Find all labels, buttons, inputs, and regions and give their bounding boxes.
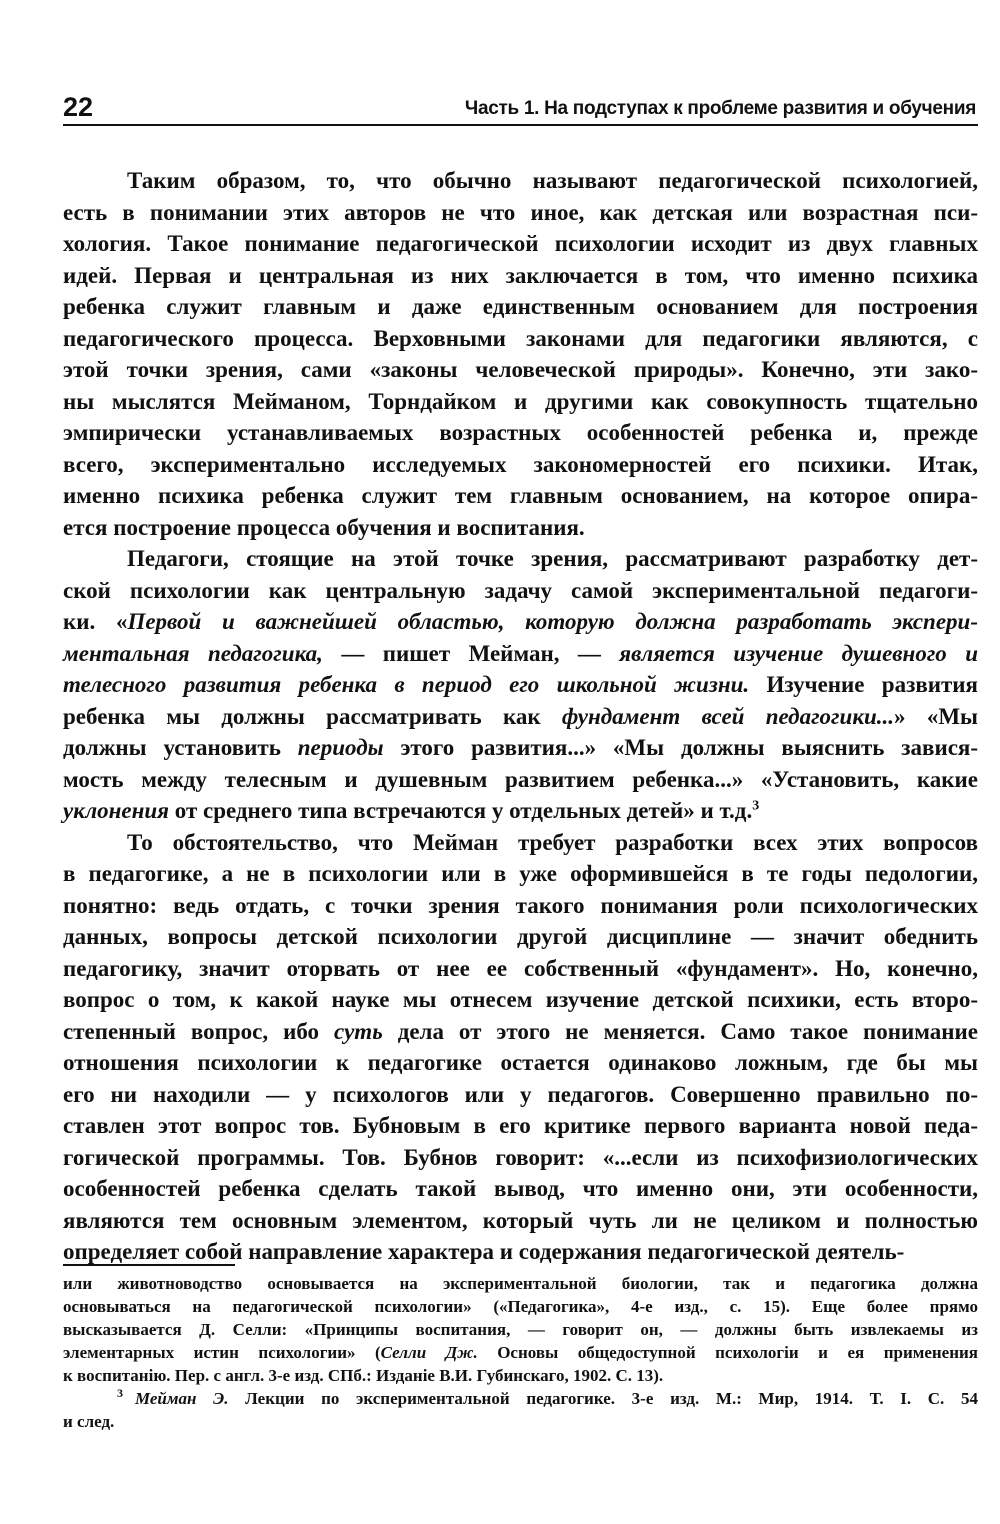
- text-run: Таким образом, то, что обычно называют педагогической психологией,: [127, 168, 978, 193]
- text-run: этого развития...» «Мы должны выяснить завися-: [383, 735, 979, 760]
- text-run: вопрос о том, к какой науке мы отнесем изучение детской психики, есть второ-: [63, 987, 978, 1012]
- text-line: [63, 984, 978, 1016]
- text-line: [63, 449, 978, 481]
- paragraph: [63, 827, 978, 1268]
- text-line: [63, 1205, 978, 1237]
- text-run: гогической программы. Тов. Бубнов говорит: «...если из психофизиологических: [63, 1144, 978, 1170]
- footnotes: [63, 1272, 978, 1433]
- text-line: [63, 669, 978, 701]
- footnote-line: [63, 1387, 978, 1410]
- text-line: [63, 354, 978, 386]
- text-run: ской психологии как центральную задачу самой экспериментальной педагоги-: [63, 577, 978, 603]
- text-line: [63, 764, 978, 796]
- text-line: [63, 1016, 978, 1048]
- text-run: именно психика ребенка служит тем главным основанием, на которое опира-: [63, 483, 978, 508]
- text-run: или животноводство основывается на экспериментальной биологии, так и педагогика должна: [63, 1274, 978, 1293]
- text-line: [63, 1142, 978, 1174]
- footnote-line: [63, 1318, 978, 1341]
- text-run: элементарных истин психологии» (: [63, 1343, 381, 1362]
- text-run: ки. «: [63, 609, 128, 634]
- text-line: [63, 953, 978, 985]
- text-line: [63, 575, 978, 607]
- text-run: от среднего типа встречаются у отдельных детей» и т.д.: [169, 798, 753, 823]
- text-line: [63, 512, 978, 544]
- text-run: ется построение процесса обучения и воспитания.: [63, 514, 585, 540]
- emphasis: телесного развития ребенка в период его школьной жизни.: [63, 672, 750, 697]
- text-line: [63, 638, 978, 670]
- text-line: [63, 1110, 978, 1142]
- text-run: » «Мы: [894, 703, 978, 729]
- paragraph: [63, 165, 978, 543]
- text-line: [63, 1047, 978, 1079]
- text-line: [63, 260, 978, 292]
- text-line: [63, 323, 978, 355]
- text-run: — пишет Мейман, —: [322, 640, 620, 666]
- chapter-title: Часть 1. На подступах к проблеме развития и обучения: [464, 98, 976, 119]
- text-line: [63, 197, 978, 229]
- text-line: [63, 890, 978, 922]
- footnote: [63, 1387, 978, 1433]
- text-line: [63, 291, 978, 323]
- text-line: [63, 480, 978, 512]
- text-run: являются тем основным элементом, который чуть ли не целиком и полностью: [63, 1207, 978, 1233]
- footnote-line: [63, 1341, 978, 1364]
- emphasis: Селли Дж.: [380, 1343, 478, 1362]
- text-run: ставлен этот вопрос тов. Бубновым в его критике первого варианта новой педа-: [63, 1113, 978, 1138]
- footnote-reference: 3: [752, 798, 760, 814]
- text-run: основываться на педагогической психологии» («Педагогика», 4-е изд., с. 15). Еще более прямо: [63, 1297, 978, 1316]
- footnote-line: [63, 1295, 978, 1318]
- page-number: 22: [63, 92, 94, 122]
- text-run: высказывается Д. Селли: «Принципы воспитания, — говорит он, — должны быть извлекаемы из: [63, 1320, 978, 1339]
- text-line: [63, 1173, 978, 1205]
- text-run: ребенка мы должны рассматривать как: [63, 703, 562, 729]
- emphasis: фундамент всей педагогики...: [561, 703, 895, 729]
- emphasis: периоды: [297, 735, 384, 760]
- text-run: в педагогике, а не в психологии или в уже оформившейся в те годы педологии,: [63, 861, 978, 886]
- text-line: [63, 543, 978, 575]
- footnote-line: [63, 1364, 978, 1387]
- text-line: [63, 732, 978, 764]
- text-run: идей. Первая и центральная из них заключается в том, что именно психика: [63, 262, 978, 288]
- text-run: его ни находили — у психологов или у педагогов. Совершенно правильно по-: [63, 1081, 978, 1107]
- text-line: [63, 417, 978, 449]
- footnote-divider: [63, 1264, 235, 1266]
- text-run: степенный вопрос, ибо: [63, 1018, 335, 1044]
- text-run: отношения психологии к педагогике остается одинаково ложным, где бы мы: [63, 1050, 978, 1075]
- text-run: и след.: [63, 1412, 115, 1431]
- emphasis: является изучение душевного и: [619, 640, 979, 666]
- emphasis: Первой и важнейшей областью, которую должна разработать экспери-: [127, 609, 978, 634]
- text-run: То обстоятельство, что Мейман требует разработки всех этих вопросов: [127, 829, 978, 855]
- text-run: Лекции по экспериментальной педагогике. 3-е изд. М.: Мир, 1914. Т. I. С. 54: [228, 1389, 978, 1408]
- footnote-number: 3: [117, 1386, 123, 1401]
- text-run: особенностей ребенка сделать такой вывод, что именно они, эти особенности,: [63, 1176, 978, 1201]
- text-line: [63, 795, 978, 827]
- body-text: [63, 165, 978, 1268]
- footnote: [63, 1272, 978, 1387]
- text-run: эмпирически устанавливаемых возрастных особенностей ребенка и, прежде: [63, 420, 978, 445]
- text-run: ребенка служит главным и даже единственным основанием для построения: [63, 294, 978, 319]
- text-run: определяет собой направление характера и содержания педагогической деятель-: [63, 1239, 905, 1264]
- text-line: [63, 921, 978, 953]
- text-line: [63, 827, 978, 859]
- emphasis: уклонения: [63, 798, 170, 823]
- text-line: [63, 165, 978, 197]
- text-run: дела от этого не меняется. Само такое понимание: [382, 1018, 979, 1044]
- emphasis: ментальная педагогика,: [63, 640, 323, 666]
- text-line: [63, 386, 978, 418]
- text-line: [63, 858, 978, 890]
- text-run: данных, вопросы детской психологии другой дисциплине — значит обеднить: [63, 924, 978, 949]
- text-run: Основы общедоступной психологіи и ея применения: [477, 1343, 978, 1362]
- text-run: всего, экспериментально исследуемых закономерностей его психики. Итак,: [63, 451, 978, 477]
- text-line: [63, 606, 978, 638]
- text-run: педагогического процесса. Верховными законами для педагогики являются, с: [63, 325, 978, 351]
- text-run: Педагоги, стоящие на этой точке зрения, рассматривают разработку дет-: [127, 546, 978, 571]
- text-run: к воспитанію. Пер. с англ. 3-е изд. СПб.: Изданіе В.И. Губинскаго, 1902. С. 13).: [63, 1366, 664, 1385]
- emphasis: Мейман Э.: [135, 1389, 229, 1408]
- running-head: [63, 88, 978, 126]
- paragraph: [63, 543, 978, 827]
- text-run: должны установить: [63, 735, 298, 760]
- text-run: хология. Такое понимание педагогической психологии исходит из двух главных: [63, 231, 978, 256]
- text-line: [63, 1236, 978, 1268]
- emphasis: суть: [334, 1018, 383, 1044]
- text-run: этой точки зрения, сами «законы человеческой природы». Конечно, эти зако-: [63, 357, 978, 382]
- text-line: [63, 701, 978, 733]
- text-run: педагогику, значит оторвать от нее ее собственный «фундамент». Но, конечно,: [63, 955, 978, 981]
- footnote-line: [63, 1272, 978, 1295]
- text-run: мость между телесным и душевным развитием ребенка...» «Установить, какие: [63, 766, 978, 792]
- text-run: Изучение развития: [749, 672, 978, 697]
- footnote-line: [63, 1410, 978, 1433]
- text-run: ны мыслятся Мейманом, Торндайком и другими как совокупность тщательно: [63, 388, 978, 414]
- text-run: есть в понимании этих авторов не что иное, как детская или возрастная пси-: [63, 199, 978, 225]
- text-line: [63, 1079, 978, 1111]
- text-line: [63, 228, 978, 260]
- text-run: понятно: ведь отдать, с точки зрения такого понимания роли психологических: [63, 892, 978, 918]
